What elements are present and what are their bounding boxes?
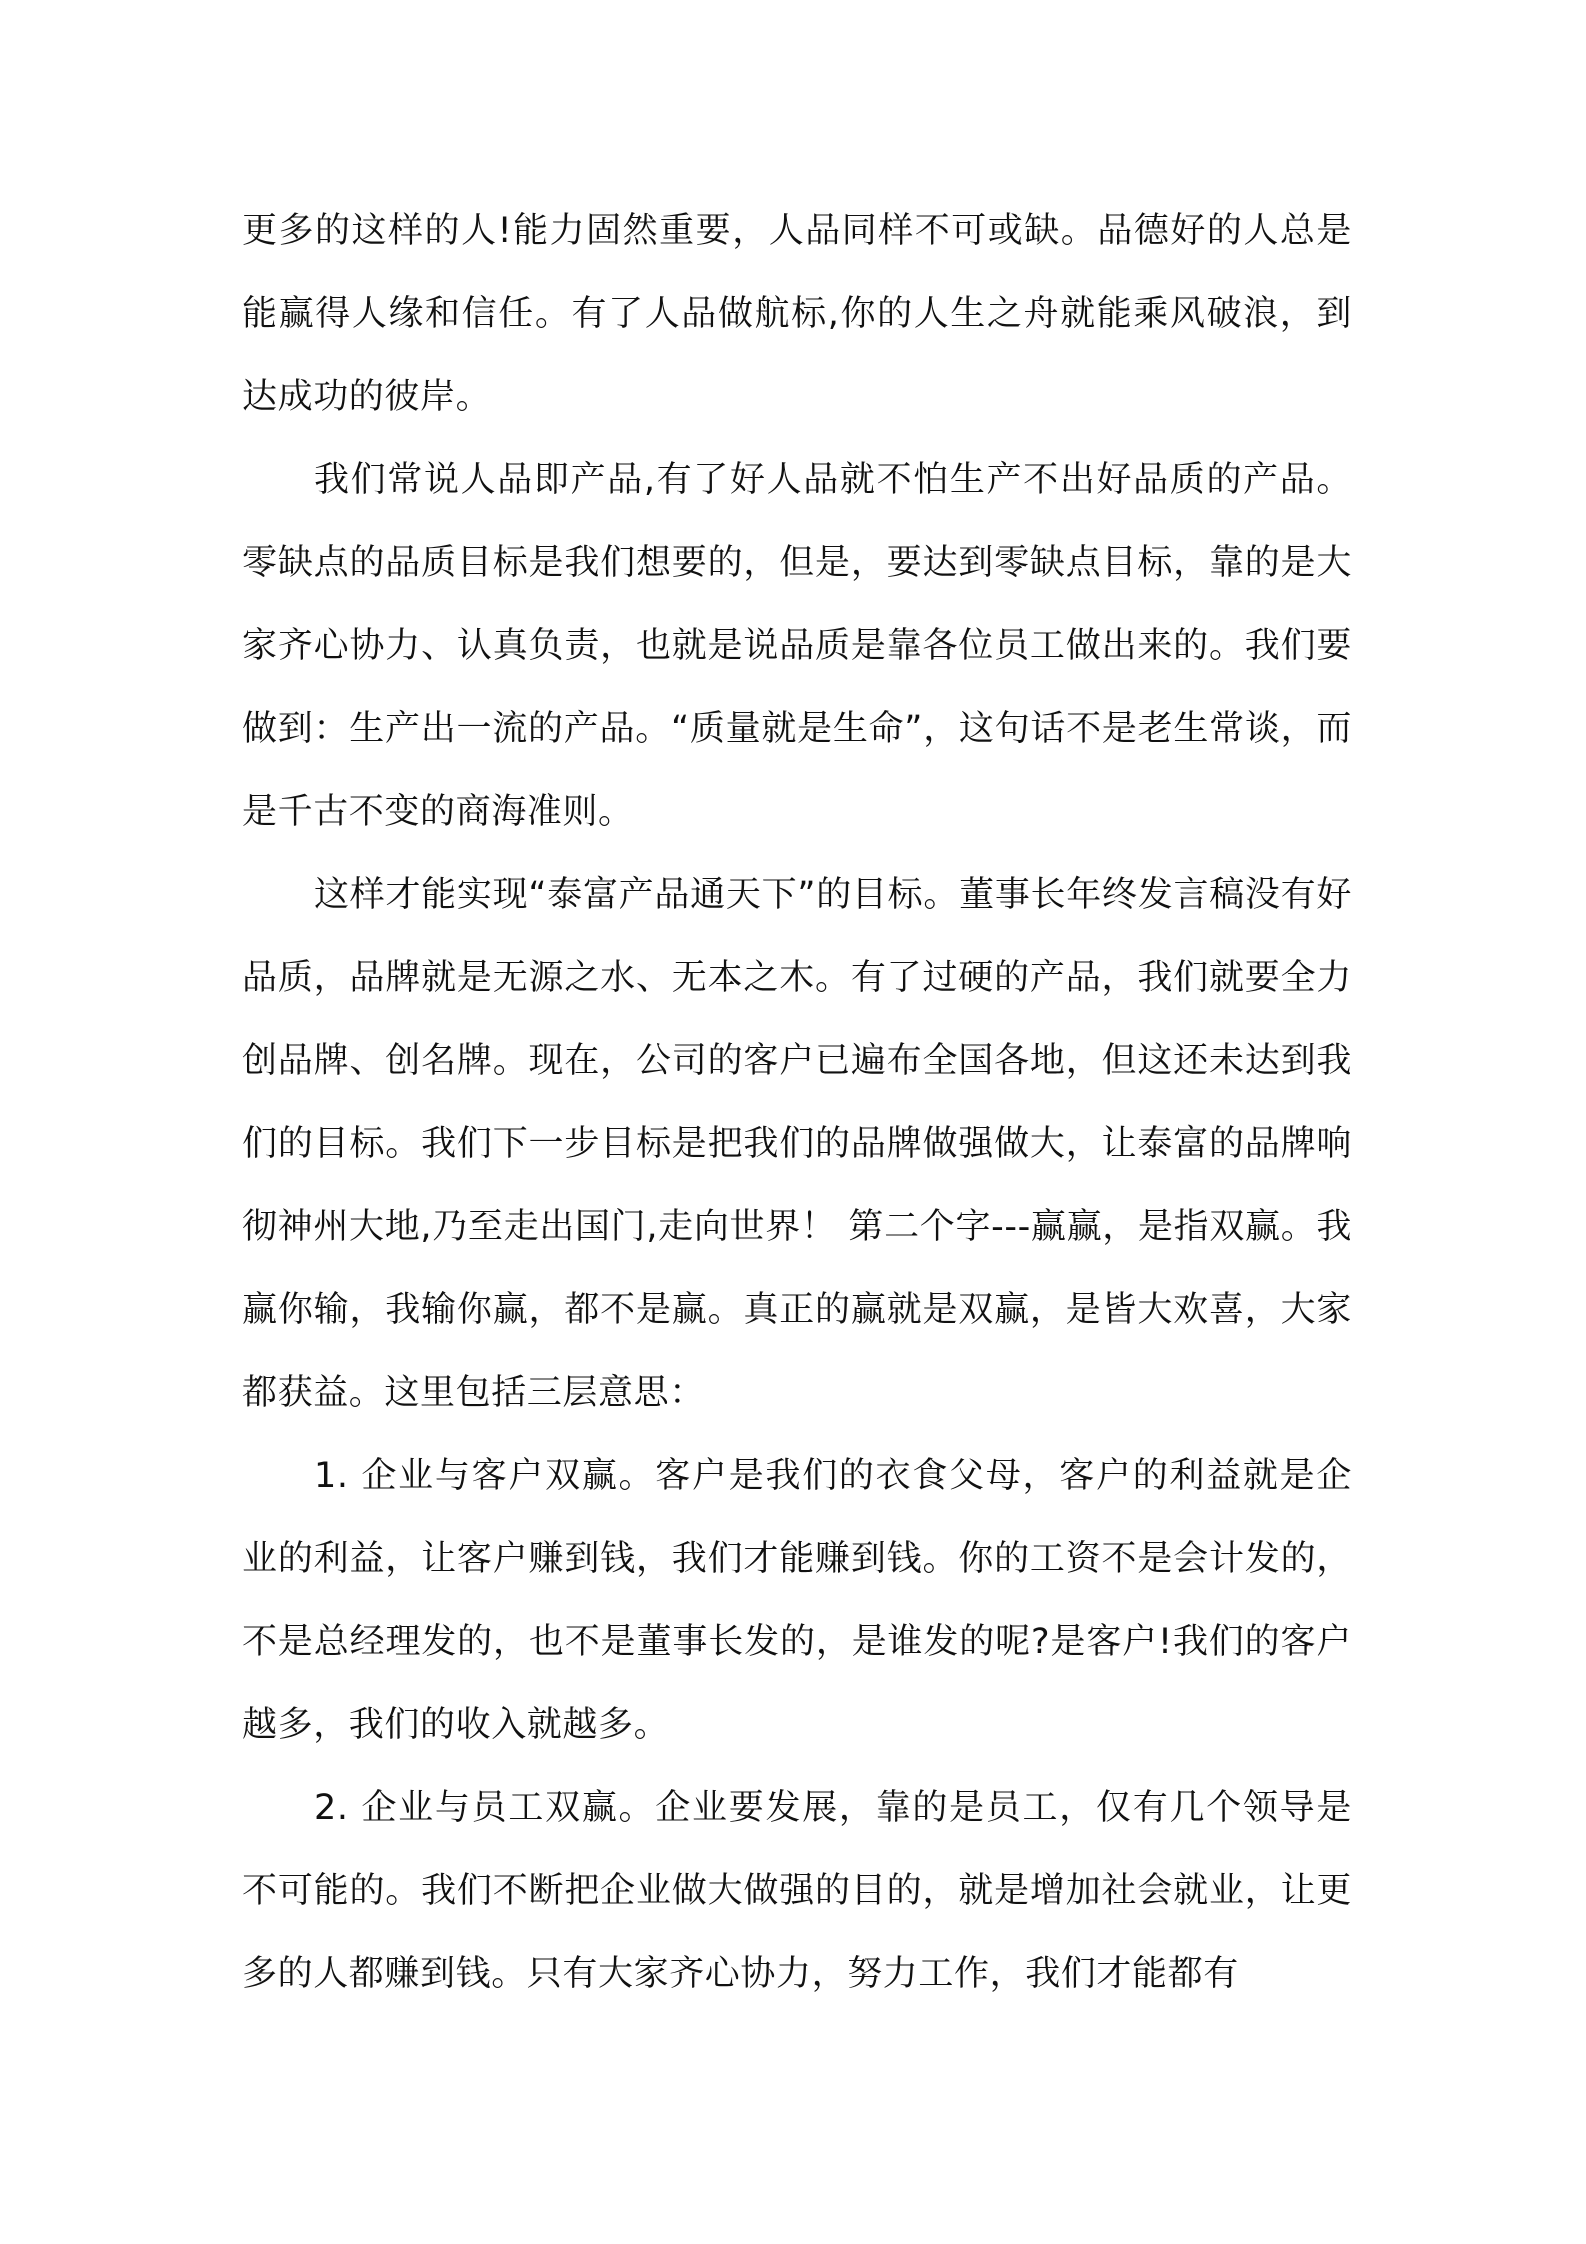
paragraph: 1. 企业与客户双赢。客户是我们的衣食父母，客户的利益就是企业的利益，让客户赚到钱，我们才能赚到钱。你的工资不是会计发的，不是总经理发的，也不是董事长发的，是谁发的呢?是客户!我们的客户越多，我们的收入就越多。 [242,1456,1352,1745]
paragraph: 更多的这样的人!能力固然重要，人品同样不可或缺。品德好的人总是能赢得人缘和信任。有了人品做航标,你的人生之舟就能乘风破浪，到达成功的彼岸。 [242,211,1352,417]
paragraph: 2. 企业与员工双赢。企业要发展，靠的是员工，仅有几个领导是不可能的。我们不断把企业做大做强的目的，就是增加社会就业，让更多的人都赚到钱。只有大家齐心协力，努力工作，我们才能都有 [242,1788,1352,1994]
paragraph: 我们常说人品即产品,有了好人品就不怕生产不出好品质的产品。零缺点的品质目标是我们想要的，但是，要达到零缺点目标，靠的是大家齐心协力、认真负责，也就是说品质是靠各位员工做出来的。我们要做到：生产出一流的产品。“质量就是生命”，这句话不是老生常谈，而是千古不变的商海准则。 [242,460,1352,832]
document-body [242,190,1352,2016]
paragraph: 这样才能实现“泰富产品通天下”的目标。董事长年终发言稿没有好品质，品牌就是无源之水、无本之木。有了过硬的产品，我们就要全力创品牌、创名牌。现在，公司的客户已遍布全国各地，但这还未达到我们的目标。我们下一步目标是把我们的品牌做强做大，让泰富的品牌响彻神州大地,乃至走出国门,走向世界！ 第二个字---赢赢，是指双赢。我赢你输，我输你赢，都不是赢。真正的赢就是双赢，是皆大欢喜，大家都获益。这里包括三层意思： [242,875,1352,1413]
